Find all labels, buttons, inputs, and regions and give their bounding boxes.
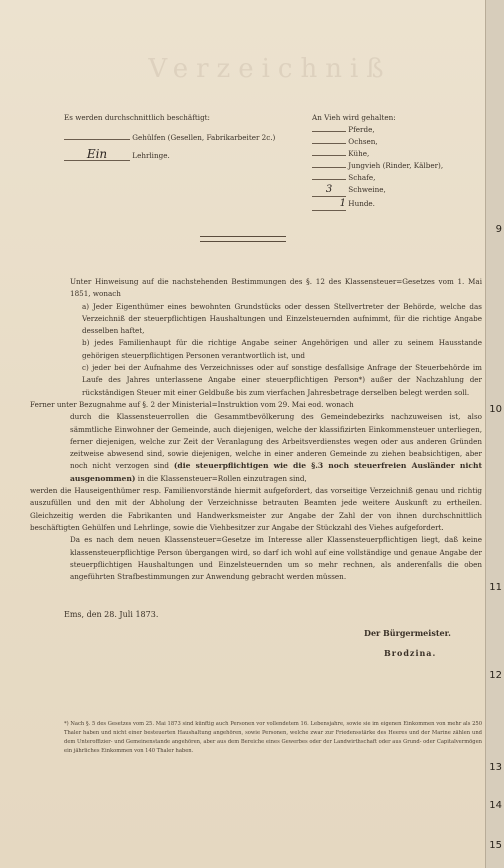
livestock-label: Kühe, — [348, 149, 370, 158]
closing-paragraph: Da es nach dem neuen Klassensteuer=Gesetze im Interesse aller Klassensteuerpflichtigen liegt, daß keine klassensteuerpflichtige Person übergangen wird, so darf ich wohl auf eine vollständige und genaue Angabe der steuerpflichtigen Haushaltungen und Einzelsteuernden um so mehr rechnen, als anderenfalls die oben angeführten Strafbestimmungen zur Anwendung gebracht werden müssen. — [70, 535, 482, 582]
livestock-label: Pferde, — [348, 125, 375, 134]
ruler-tick: 11 — [489, 582, 502, 593]
ruler-tick: 9 — [495, 224, 502, 235]
ruler-tick: 12 — [489, 670, 502, 681]
livestock-row — [312, 136, 378, 148]
assistants-count — [64, 139, 130, 140]
livestock-label: Jungvieh (Rinder, Kälber), — [348, 161, 444, 170]
clause-a: a) Jeder Eigenthümer eines bewohnten Grundstücks oder dessen Stellvertreter der Behörde, welche das Verzeichniß der steuerpflichtigen Haushaltungen und Einzelsteuernden aufnimmt, für die richtige Angabe desselben haftet, — [82, 301, 482, 336]
employees-row-apprentices — [64, 148, 170, 162]
ruler-tick: 13 — [489, 762, 502, 773]
livestock-label: Ochsen, — [348, 137, 378, 146]
livestock-row — [312, 198, 375, 211]
livestock-count — [312, 143, 346, 144]
side-ruler — [485, 0, 504, 868]
apprentices-label: Lehrlinge. — [132, 151, 170, 160]
ruler-tick: 15 — [489, 840, 502, 851]
clause-b: b) jedes Familienhaupt für die richtige Angabe seiner Angehörigen und aller zu seinem Hausstande gehörigen steuerpflichtigen Personen verantwortlich ist, und — [82, 338, 482, 360]
livestock-row — [312, 172, 375, 184]
livestock-label: Schweine, — [348, 185, 386, 194]
livestock-label: Hunde. — [348, 199, 375, 208]
livestock-row — [312, 124, 375, 136]
notice-intro: Unter Hinweisung auf die nachstehenden Bestimmungen des §. 12 des Klassensteuer=Gesetzes vom 1. Mai 1851, wonach — [70, 277, 482, 299]
livestock-row — [312, 148, 369, 160]
place-date: Ems, den 28. Juli 1873. — [64, 610, 159, 619]
assistants-label: Gehülfen (Gesellen, Fabrikarbeiter 2c.) — [132, 133, 276, 142]
livestock-count: 1 — [312, 198, 346, 211]
signatory-title: Der Bürgermeister. — [364, 628, 451, 638]
footnote: *) Nach §. 5 des Gesetzes vom 25. Mai 1873 sind künftig auch Personen vor vollendetem 16. Lebensjahre, sowie sie im eigenen Einkommen von mehr als 250 Thaler haben und nicht einer besteuerten Haushaltung angehören, sowie Personen, welche zwar zur Friedensstärke des Heeres und der Marine zählen und dem Unteroffizier- und Gemeinenstande angehören, aber aus dem Bereiche eines Gewerbes oder der Landwirthschaft oder aus Grund- oder Capitalvermögen ein jährliches Einkommen von 140 Thaler haben. — [64, 721, 482, 754]
livestock-row — [312, 160, 443, 172]
section-divider — [200, 236, 286, 242]
livestock-count: 3 — [312, 184, 346, 197]
employees-row-assistants — [64, 132, 275, 144]
clause-c: c) jeder bei der Aufnahme des Verzeichnisses oder auf sonstige desfallsige Anfrage der Steuerbehörde im Laufe des Jahres unterlassene Angabe einer steuerpflichtigen Person*) außer der Nachzahlung der rückständigen Steuer mit einer Geldbuße bis zum vierfachen Jahresbetrage derselben belegt werden soll. — [82, 363, 482, 397]
livestock-count — [312, 179, 346, 180]
livestock-count — [312, 155, 346, 156]
reference-tail: in die Klassensteuer=Rollen einzutragen sind, — [137, 473, 307, 483]
livestock-heading: An Vieh wird gehalten: — [312, 113, 396, 122]
livestock-count — [312, 167, 346, 168]
notice-body — [30, 276, 482, 583]
ruler-tick: 14 — [489, 800, 502, 811]
reference-intro: Ferner unter Bezugnahme auf §. 2 der Ministerial=Instruktion vom 29. Mai eod. wonach — [30, 399, 354, 409]
livestock-count — [312, 131, 346, 132]
reference-bold: (die steuerpflichtigen wie die §.3 noch steuerfreien Ausländer nicht ausgenommen) — [70, 461, 482, 483]
employees-heading: Es werden durchschnittlich beschäftigt: — [64, 113, 210, 122]
reference-text: durch die Klassensteuerrollen die Gesammtbevölkerung des Gemeindebezirks nachzuweisen ist, also sämmtliche Einwohner der Gemeinde, auch diejenigen, welche der klassifizirten Einkommensteuer unterliegen, ferner diejenigen, welche zur Zeit der Veranlagung des Arbeitsverdienstes wegen oder aus anderen Gründen zeitweise abwesend sind, sowie diejenigen, welche in einer anderen Gemeinde zu ziehen beabsichtigen, aber noch nicht verzogen sind — [70, 412, 482, 471]
signatory-name: Brodzina. — [384, 648, 437, 658]
livestock-label: Schafe, — [348, 173, 376, 182]
summons-paragraph: werden die Hauseigenthümer resp. Familienvorstände hiermit aufgefordert, das vorseitige Verzeichniß genau und richtig auszufüllen und den mit der Abholung der Verzeichnisse betrauten Beamten jede weitere Auskunft zu ertheilen. Gleichzeitig werden die Fabrikanten und Handwerksmeister zur Angabe der Zahl der von ihnen durchschnittlich beschäftigten Gehülfen und Lehrlinge, sowie die Viehbesitzer zur Angabe der Stückzahl des Viehes aufgefordert. — [30, 486, 482, 532]
ruler-tick: 10 — [489, 404, 502, 415]
reference-clause — [30, 411, 482, 485]
apprentices-count: Ein — [64, 148, 130, 161]
bleed-through-heading: Verzeichniß — [148, 54, 392, 84]
livestock-row — [312, 184, 386, 197]
